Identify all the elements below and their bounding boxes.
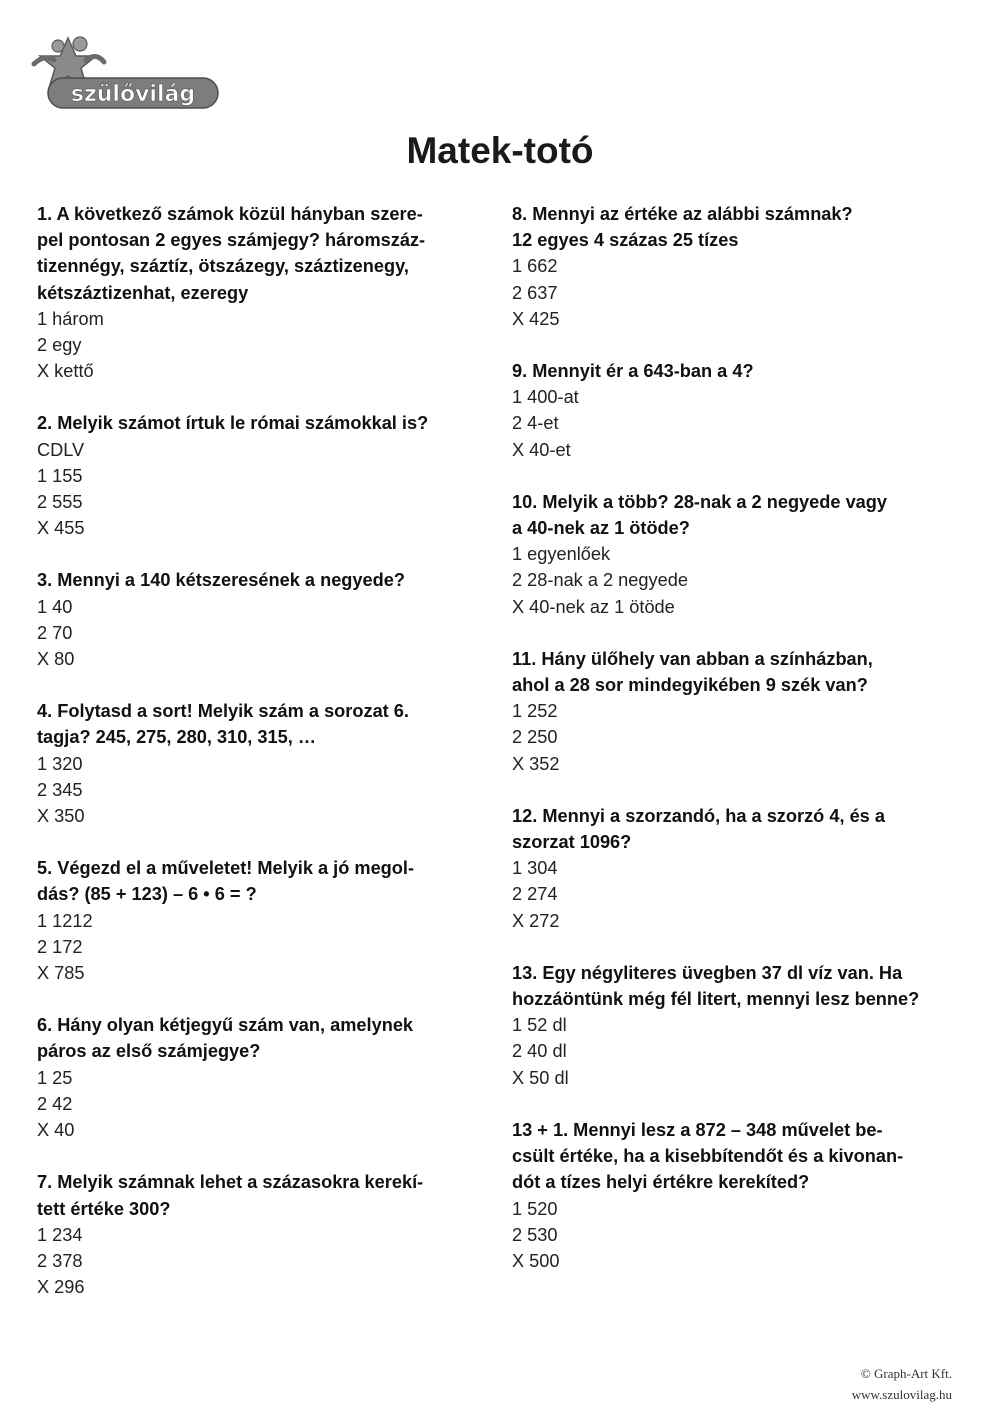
question-block bbox=[37, 410, 507, 541]
question-block bbox=[512, 960, 982, 1091]
question-block bbox=[37, 698, 507, 829]
question-roman-numeral: CDLV bbox=[37, 439, 85, 460]
logo-text: szülővilág bbox=[70, 82, 196, 107]
answer-option: X 785 bbox=[37, 963, 85, 984]
answer-option: X 80 bbox=[37, 649, 75, 670]
answer-option: 2 70 bbox=[37, 622, 73, 643]
answer-option: X 350 bbox=[37, 806, 85, 827]
question-text: 13. Egy négyliteres üvegben 37 dl víz van. Ha hozzáöntünk még fél litert, mennyi lesz benne? bbox=[512, 962, 920, 1010]
question-block bbox=[512, 1117, 982, 1274]
question-text: 2. Melyik számot írtuk le római számokkal is? bbox=[37, 413, 429, 434]
answer-option: 2 530 bbox=[512, 1224, 558, 1245]
question-text: 7. Melyik számnak lehet a százasokra kerekí- tett értéke 300? bbox=[37, 1172, 424, 1219]
question-block bbox=[512, 489, 982, 620]
question-block bbox=[37, 567, 507, 672]
answer-option: X 500 bbox=[512, 1250, 560, 1271]
answer-option: 1 304 bbox=[512, 858, 558, 879]
answer-option: 2 42 bbox=[37, 1093, 73, 1114]
question-text: 1. A következő számok közül hányban szere- pel pontosan 2 egyes számjegy? háromszáz- tizennégy, száztíz, ötszázegy, száztizenegy, kétszáztizenhat, ezeregy bbox=[37, 204, 426, 303]
answer-option: 2 egy bbox=[37, 335, 82, 356]
question-text: 12. Mennyi a szorzandó, ha a szorzó 4, és a szorzat 1096? bbox=[512, 805, 885, 853]
answer-option: 1 52 dl bbox=[512, 1015, 567, 1036]
answer-option: 1 520 bbox=[512, 1198, 558, 1219]
answer-option: 2 274 bbox=[512, 884, 558, 905]
answer-option: X 40 bbox=[37, 1120, 75, 1141]
star-people-logo-icon bbox=[30, 34, 230, 114]
question-block bbox=[512, 358, 982, 463]
right-column bbox=[512, 201, 982, 1274]
answer-option: 2 172 bbox=[37, 936, 83, 957]
answer-option: 1 25 bbox=[37, 1067, 73, 1088]
question-text: 13 + 1. Mennyi lesz a 872 – 348 művelet be- csült értéke, ha a kisebbítendőt és a kivonan- dót a tízes helyi értékre kerekíted? bbox=[512, 1119, 904, 1193]
left-column bbox=[37, 201, 507, 1300]
footer bbox=[852, 1363, 952, 1405]
answer-option: 1 40 bbox=[37, 596, 73, 617]
question-text: 6. Hány olyan kétjegyű szám van, amelynek páros az első számjegye? bbox=[37, 1015, 414, 1062]
answer-option: 2 378 bbox=[37, 1250, 83, 1271]
answer-option: X 40-et bbox=[512, 439, 571, 460]
question-block bbox=[37, 1169, 507, 1300]
page-title: Matek-totó bbox=[406, 130, 594, 171]
answer-option: 2 4-et bbox=[512, 413, 559, 434]
question-text: 3. Mennyi a 140 kétszeresének a negyede? bbox=[37, 570, 405, 591]
question-text: 5. Végezd el a műveletet! Melyik a jó megol- dás? (85 + 123) – 6 • 6 = ? bbox=[37, 858, 415, 905]
answer-option: X 272 bbox=[512, 910, 560, 931]
answer-option: 1 400-at bbox=[512, 387, 579, 408]
question-text: 4. Folytasd a sort! Melyik szám a sorozat 6. tagja? 245, 275, 280, 310, 315, … bbox=[37, 701, 409, 748]
answer-option: 2 40 dl bbox=[512, 1041, 567, 1062]
question-block bbox=[512, 803, 982, 934]
szulovilag-logo bbox=[30, 34, 230, 114]
question-text: 10. Melyik a több? 28-nak a 2 negyede vagy a 40-nek az 1 ötöde? bbox=[512, 491, 888, 539]
question-block bbox=[37, 1012, 507, 1143]
answer-option: X 296 bbox=[37, 1277, 85, 1298]
question-text: 8. Mennyi az értéke az alábbi számnak? 12 egyes 4 százas 25 tízes bbox=[512, 204, 853, 251]
question-block bbox=[512, 201, 982, 332]
answer-option: 1 662 bbox=[512, 256, 558, 277]
question-block bbox=[512, 646, 982, 777]
website-link[interactable]: www.szulovilag.hu bbox=[851, 1387, 952, 1402]
answer-option: 2 28-nak a 2 negyede bbox=[512, 570, 688, 591]
answer-option: 2 345 bbox=[37, 779, 83, 800]
answer-option: X 425 bbox=[512, 308, 560, 329]
answer-option: X 40-nek az 1 ötöde bbox=[512, 596, 675, 617]
answer-option: 2 637 bbox=[512, 282, 558, 303]
answer-option: 2 555 bbox=[37, 492, 83, 513]
question-block bbox=[37, 855, 507, 986]
copyright-text: © Graph-Art Kft. bbox=[860, 1366, 952, 1381]
question-text: 9. Mennyit ér a 643-ban a 4? bbox=[512, 361, 754, 382]
answer-option: 1 1212 bbox=[37, 910, 93, 931]
answer-option: 1 252 bbox=[512, 701, 558, 722]
answer-option: 1 234 bbox=[37, 1224, 83, 1245]
answer-option: 1 egyenlőek bbox=[512, 544, 611, 565]
answer-option: X 455 bbox=[37, 518, 85, 539]
answer-option: X 50 dl bbox=[512, 1067, 569, 1088]
answer-option: 1 320 bbox=[37, 753, 83, 774]
question-text: 11. Hány ülőhely van abban a színházban, ahol a 28 sor mindegyikében 9 szék van? bbox=[512, 648, 873, 696]
question-block bbox=[37, 201, 507, 384]
answer-option: X kettő bbox=[37, 361, 94, 382]
answer-option: 2 250 bbox=[512, 727, 558, 748]
answer-option: 1 három bbox=[37, 308, 104, 329]
answer-option: X 352 bbox=[512, 753, 560, 774]
answer-option: 1 155 bbox=[37, 465, 83, 486]
